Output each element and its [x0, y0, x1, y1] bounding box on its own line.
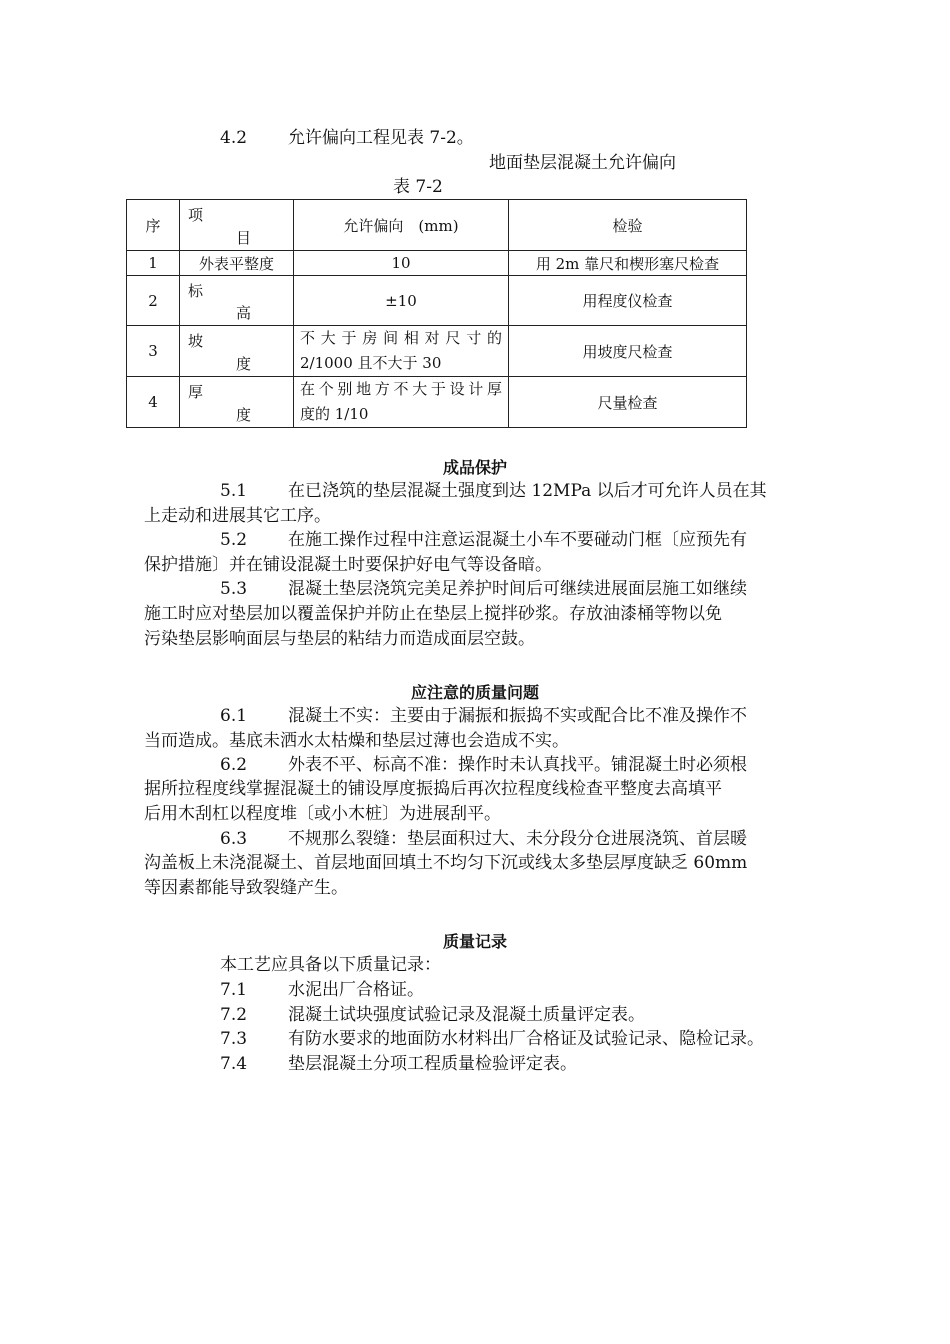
- para-6-3-line: 不规那么裂缝：垫层面积过大、未分段分仓进展浇筑、首层暖: [288, 829, 747, 849]
- row-seq: 2: [127, 276, 180, 326]
- row-allow-line1: 在个别地方不大于设计厚: [300, 380, 502, 398]
- row-item-top: 标: [188, 282, 204, 300]
- section-5-title: 成品保护: [442, 458, 507, 477]
- header-item: [180, 200, 294, 251]
- para-6-1-line: 当而造成。基底未洒水太枯燥和垫层过薄也会造成不实。: [144, 731, 569, 751]
- header-item-top: 项: [188, 206, 204, 224]
- row-allow: ±10: [294, 276, 509, 326]
- table-row: [127, 276, 747, 326]
- para-6-2-number: 6.2: [220, 755, 248, 775]
- row-seq: 1: [127, 251, 180, 276]
- row-allow-line2: 2/1000 且不大于 30: [300, 354, 442, 372]
- para-5-3-line: 施工时应对垫层加以覆盖保护并防止在垫层上搅拌砂浆。存放油漆桶等物以免: [144, 604, 722, 624]
- section-4-2-text: 允许偏向工程见表 7-2。: [288, 128, 474, 148]
- row-item-bottom: 度: [236, 355, 252, 373]
- para-5-2-line: 保护措施〕并在铺设混凝土时要保护好电气等设备暗。: [144, 555, 552, 575]
- row-check: 用坡度尺检查: [509, 326, 747, 377]
- para-5-1-line: 在已浇筑的垫层混凝土强度到达 12MPa 以后才可允许人员在其: [288, 481, 767, 501]
- row-item: [180, 276, 294, 326]
- row-allow-line1: 不大于房间相对尺寸的: [300, 329, 502, 347]
- row-seq: 4: [127, 377, 180, 428]
- header-item-bottom: 目: [236, 229, 252, 247]
- para-6-2-line: 据所拉程度线掌握混凝土的铺设厚度振捣后再次拉程度线检查平整度去高填平: [144, 779, 722, 799]
- row-check: 用 2m 靠尺和楔形塞尺检查: [509, 251, 747, 276]
- row-check: 用程度仪检查: [509, 276, 747, 326]
- row-item-top: 坡: [188, 332, 204, 350]
- row-seq: 3: [127, 326, 180, 377]
- table-row: [127, 251, 747, 276]
- row-allow: [294, 326, 509, 377]
- record-item-number: 7.2: [220, 1005, 248, 1025]
- section-7-intro: 本工艺应具备以下质量记录：: [220, 955, 441, 975]
- para-5-2-line: 在施工操作过程中注意运混凝土小车不要碰动门框〔应预先有: [288, 530, 747, 550]
- para-6-2-line: 外表不平、标高不准：操作时未认真找平。铺混凝土时必须根: [288, 755, 747, 775]
- table-header-row: [127, 200, 747, 251]
- row-item: [180, 326, 294, 377]
- para-6-1-line: 混凝土不实：主要由于漏振和振捣不实或配合比不准及操作不: [288, 706, 747, 726]
- record-item-text: 混凝土试块强度试验记录及混凝土质量评定表。: [288, 1005, 645, 1025]
- record-item-text: 水泥出厂合格证。: [288, 980, 424, 1000]
- para-6-2-line: 后用木刮杠以程度堆〔或小木桩〕为进展刮平。: [144, 804, 501, 824]
- header-check: 检验: [509, 200, 747, 251]
- record-item-text: 有防水要求的地面防水材料出厂合格证及试验记录、隐检记录。: [288, 1029, 764, 1049]
- para-5-3-line: 混凝土垫层浇筑完美足养护时间后可继续进展面层施工如继续: [288, 579, 747, 599]
- table-title: 地面垫层混凝土允许偏向: [489, 153, 676, 173]
- para-5-3-line: 污染垫层影响面层与垫层的粘结力而造成面层空鼓。: [144, 629, 535, 649]
- table-row: [127, 326, 747, 377]
- table-label: 表 7-2: [393, 177, 443, 197]
- para-5-1-number: 5.1: [220, 481, 248, 501]
- record-item-number: 7.3: [220, 1029, 248, 1049]
- para-6-3-number: 6.3: [220, 829, 248, 849]
- deviation-table: [126, 199, 747, 428]
- para-6-1-number: 6.1: [220, 706, 248, 726]
- section-7-title: 质量记录: [442, 932, 507, 951]
- record-item-number: 7.1: [220, 980, 248, 1000]
- row-allow: 10: [294, 251, 509, 276]
- section-6-title: 应注意的质量问题: [410, 683, 539, 702]
- table-row: [127, 377, 747, 428]
- row-check: 尺量检查: [509, 377, 747, 428]
- row-item: 外表平整度: [180, 251, 294, 276]
- record-item-number: 7.4: [220, 1054, 248, 1074]
- row-item: [180, 377, 294, 428]
- para-6-3-line: 等因素都能导致裂缝产生。: [144, 878, 348, 898]
- header-seq: 序: [127, 200, 180, 251]
- record-item-text: 垫层混凝土分项工程质量检验评定表。: [288, 1054, 577, 1074]
- section-4-2-number: 4.2: [220, 128, 248, 148]
- para-5-2-number: 5.2: [220, 530, 248, 550]
- row-allow: [294, 377, 509, 428]
- header-allow: 允许偏向 (mm): [294, 200, 509, 251]
- para-5-3-number: 5.3: [220, 579, 248, 599]
- para-6-3-line: 沟盖板上未浇混凝土、首层地面回填土不均匀下沉或线太多垫层厚度缺乏 60mm: [144, 853, 748, 873]
- row-item-bottom: 高: [236, 304, 252, 322]
- row-item-top: 厚: [188, 383, 204, 401]
- row-item-bottom: 度: [236, 406, 252, 424]
- row-allow-line2: 度的 1/10: [300, 405, 369, 423]
- para-5-1-line: 上走动和进展其它工序。: [144, 506, 331, 526]
